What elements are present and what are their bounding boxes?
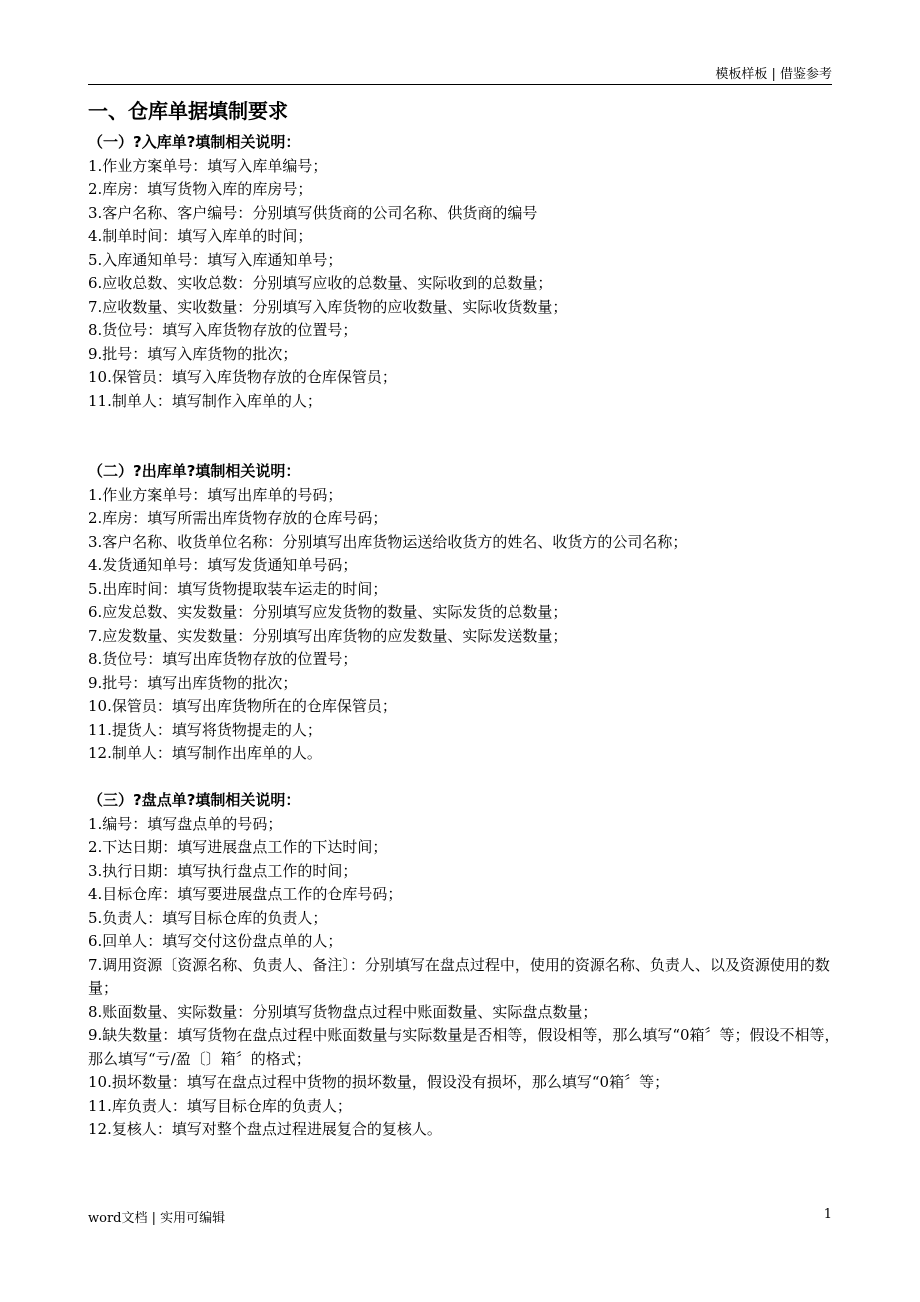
list-item: 6.回单人：填写交付这份盘点单的人； (88, 932, 343, 950)
header-divider (88, 84, 832, 85)
section-outbound (88, 460, 848, 766)
list-item: 8.货位号：填写入库货物存放的位置号； (88, 321, 358, 339)
list-item: 4.制单时间：填写入库单的时间； (88, 227, 313, 245)
page-number: 1 (823, 1207, 832, 1222)
section-stocktake (88, 789, 848, 1142)
list-item: 12.复核人：填写对整个盘点过程进展复合的复核人。 (88, 1120, 442, 1138)
list-item: 9.批号：填写出库货物的批次； (88, 673, 298, 692)
section-inbound (88, 131, 848, 413)
page-footer: word文档 | 实用可编辑 (88, 1211, 226, 1226)
list-item: 8.货位号：填写出库货物存放的位置号； (88, 650, 358, 668)
section-spacer (88, 766, 848, 790)
list-item: 1.作业方案单号：填写入库单编号； (88, 156, 328, 175)
list-item: 3.客户名称、客户编号：分别填写供货商的公司名称、供货商的编号 (88, 203, 538, 222)
list-item: 5.入库通知单号：填写入库通知单号； (88, 250, 343, 269)
list-item: 3.执行日期：填写执行盘点工作的时间； (88, 861, 358, 880)
list-item: 6.应收总数、实收总数：分别填写应收的总数量、实际收到的总数量； (88, 274, 553, 292)
document-title: 一、仓库单据填制要求 (88, 99, 288, 123)
list-item: 4.发货通知单号：填写发货通知单号码； (88, 556, 358, 574)
list-item: 4.目标仓库：填写要进展盘点工作的仓库号码； (88, 885, 403, 903)
list-item: 2.库房：填写货物入库的库房号； (88, 180, 313, 198)
list-item: 8.账面数量、实际数量：分别填写货物盘点过程中账面数量、实际盘点数量； (88, 1002, 598, 1021)
list-item: 5.负责人：填写目标仓库的负责人； (88, 908, 328, 927)
section-heading: （三）?盘点单?填制相关说明： (88, 791, 301, 809)
list-item: 3.客户名称、收货单位名称：分别填写出库货物运送给收货方的姓名、收货方的公司名称； (88, 532, 688, 551)
list-item: 9.批号：填写入库货物的批次； (88, 344, 298, 363)
section-heading: （一）?入库单?填制相关说明： (88, 133, 301, 151)
document-body (88, 97, 848, 1142)
page-header: 模板样板 | 借鉴参考 (715, 67, 832, 82)
list-item: 7.应收数量、实收数量：分别填写入库货物的应收数量、实际收货数量； (88, 297, 568, 316)
list-item: 7.应发数量、实发数量：分别填写出库货物的应发数量、实际发送数量； (88, 626, 568, 645)
list-item: 12.制单人：填写制作出库单的人。 (88, 744, 322, 762)
list-item: 10.保管员：填写入库货物存放的仓库保管员； (88, 368, 397, 386)
list-item: 5.出库时间：填写货物提取装车运走的时间； (88, 579, 388, 598)
list-item: 7.调用资源〔资源名称、负责人、备注〕：分别填写在盘点过程中，使用的资源名称、负责人、以及资源使用的数量； (88, 955, 830, 997)
list-item: 11.提货人：填写将货物提走的人； (88, 720, 322, 739)
list-item: 9.缺失数量：填写货物在盘点过程中账面数量与实际数量是否相等，假设相等，那么填写“0箱〞等；假设不相等，那么填写“亏/盈〔〕箱〞的格式； (88, 1026, 840, 1068)
list-item: 6.应发总数、实发数量：分别填写应发货物的数量、实际发货的总数量； (88, 603, 568, 621)
list-item: 10.损坏数量：填写在盘点过程中货物的损坏数量，假设没有损坏，那么填写“0箱〞等； (88, 1073, 670, 1091)
list-item: 11.库负责人：填写目标仓库的负责人； (88, 1096, 352, 1115)
list-item: 2.下达日期：填写进展盘点工作的下达时间； (88, 838, 388, 856)
list-item: 11.制单人：填写制作入库单的人； (88, 391, 322, 410)
section-spacer (88, 413, 848, 460)
list-item: 10.保管员：填写出库货物所在的仓库保管员； (88, 697, 397, 715)
list-item: 1.作业方案单号：填写出库单的号码； (88, 485, 343, 504)
list-item: 2.库房：填写所需出库货物存放的仓库号码； (88, 509, 388, 527)
section-heading: （二）?出库单?填制相关说明： (88, 462, 301, 480)
list-item: 1.编号：填写盘点单的号码； (88, 814, 283, 833)
